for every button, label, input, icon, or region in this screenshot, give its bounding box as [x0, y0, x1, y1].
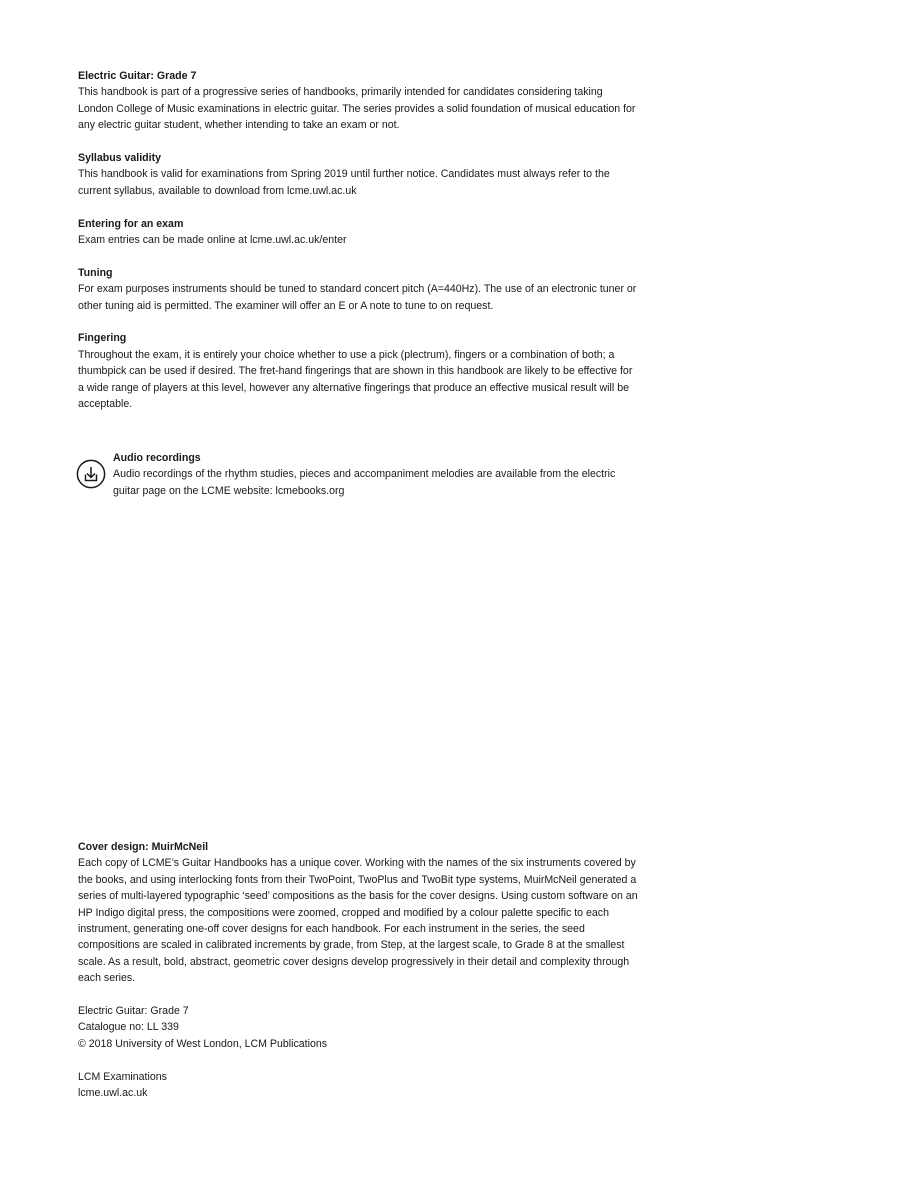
- section-heading: Fingering: [78, 332, 127, 345]
- publisher-name: LCM Examinations: [78, 1070, 167, 1083]
- section-intro: [78, 68, 638, 134]
- section-entering-exam: [78, 216, 638, 249]
- section-syllabus-validity: [78, 150, 638, 199]
- imprint: [78, 1003, 638, 1052]
- section-tuning: [78, 265, 638, 314]
- handbook-info: [78, 68, 638, 429]
- section-fingering: [78, 330, 638, 412]
- imprint-title: Electric Guitar: Grade 7: [78, 1005, 189, 1018]
- section-body: For exam purposes instruments should be tuned to standard concert pitch (A=440Hz). The use of an electronic tuner or other tuning aid is permitted. The examiner will offer an E or A note to tune to on request.: [78, 283, 637, 312]
- publisher: [78, 1069, 638, 1102]
- audio-heading: Audio recordings: [113, 452, 201, 464]
- section-body: This handbook is valid for examinations from Spring 2019 until further notice. Candidates must always refer to the current syllabus, available to download from lcme.uwl.ac.uk: [78, 168, 610, 197]
- cover-body: Each copy of LCME’s Guitar Handbooks has a unique cover. Working with the names of the six instruments covered by the books, and using interlocking fonts from their TwoPoint, TwoPlus and TwoBit type systems, MuirMcNeil generated a series of multi-layered typographic ‘seed’ compositions as the basis for the cover designs. Using custom software on an HP Indigo digital press, the compositions were zoomed, cropped and modified by a colour palette specific to each instrument, generating one-off cover designs for each handbook. For each instrument in the series, the seed compositions are scaled in calibrated increments by grade, from Step, at the largest scale, to Grade 8 at the smallest scale. As a result, bold, abstract, geometric cover designs develop progressively in their detail and complexity through each series.: [78, 857, 638, 985]
- cover-design-credit: [78, 839, 638, 987]
- section-heading: Entering for an exam: [78, 217, 184, 230]
- section-body: Throughout the exam, it is entirely your choice whether to use a pick (plectrum), fingers or a combination of both; a thumbpick can be used if desired. The fret-hand fingerings that are shown in this handbook are likely to be effective for a wide range of players at this level, however any alternative fingerings that produce an effective musical result will be acceptable.: [78, 348, 633, 411]
- audio-text: [113, 450, 633, 499]
- colophon: [78, 839, 638, 1118]
- copyright: © 2018 University of West London, LCM Publications: [78, 1037, 328, 1050]
- catalogue-number: Catalogue no: LL 339: [78, 1021, 179, 1034]
- download-icon: [76, 459, 106, 489]
- section-heading: Syllabus validity: [78, 152, 162, 165]
- publisher-url: lcme.uwl.ac.uk: [78, 1087, 148, 1100]
- section-body: Exam entries can be made online at lcme.uwl.ac.uk/enter: [78, 234, 347, 247]
- audio-body: Audio recordings of the rhythm studies, pieces and accompaniment melodies are available from the electric guitar page on the LCME website: lcmebooks.org: [113, 468, 616, 497]
- section-body: This handbook is part of a progressive series of handbooks, primarily intended for candidates considering taking London College of Music examinations in electric guitar. The series provides a solid foundation of musical education for any electric guitar student, whether intending to take an exam or not.: [78, 86, 636, 132]
- section-heading: Electric Guitar: Grade 7: [78, 70, 197, 82]
- cover-heading: Cover design: MuirMcNeil: [78, 841, 209, 853]
- section-heading: Tuning: [78, 266, 113, 279]
